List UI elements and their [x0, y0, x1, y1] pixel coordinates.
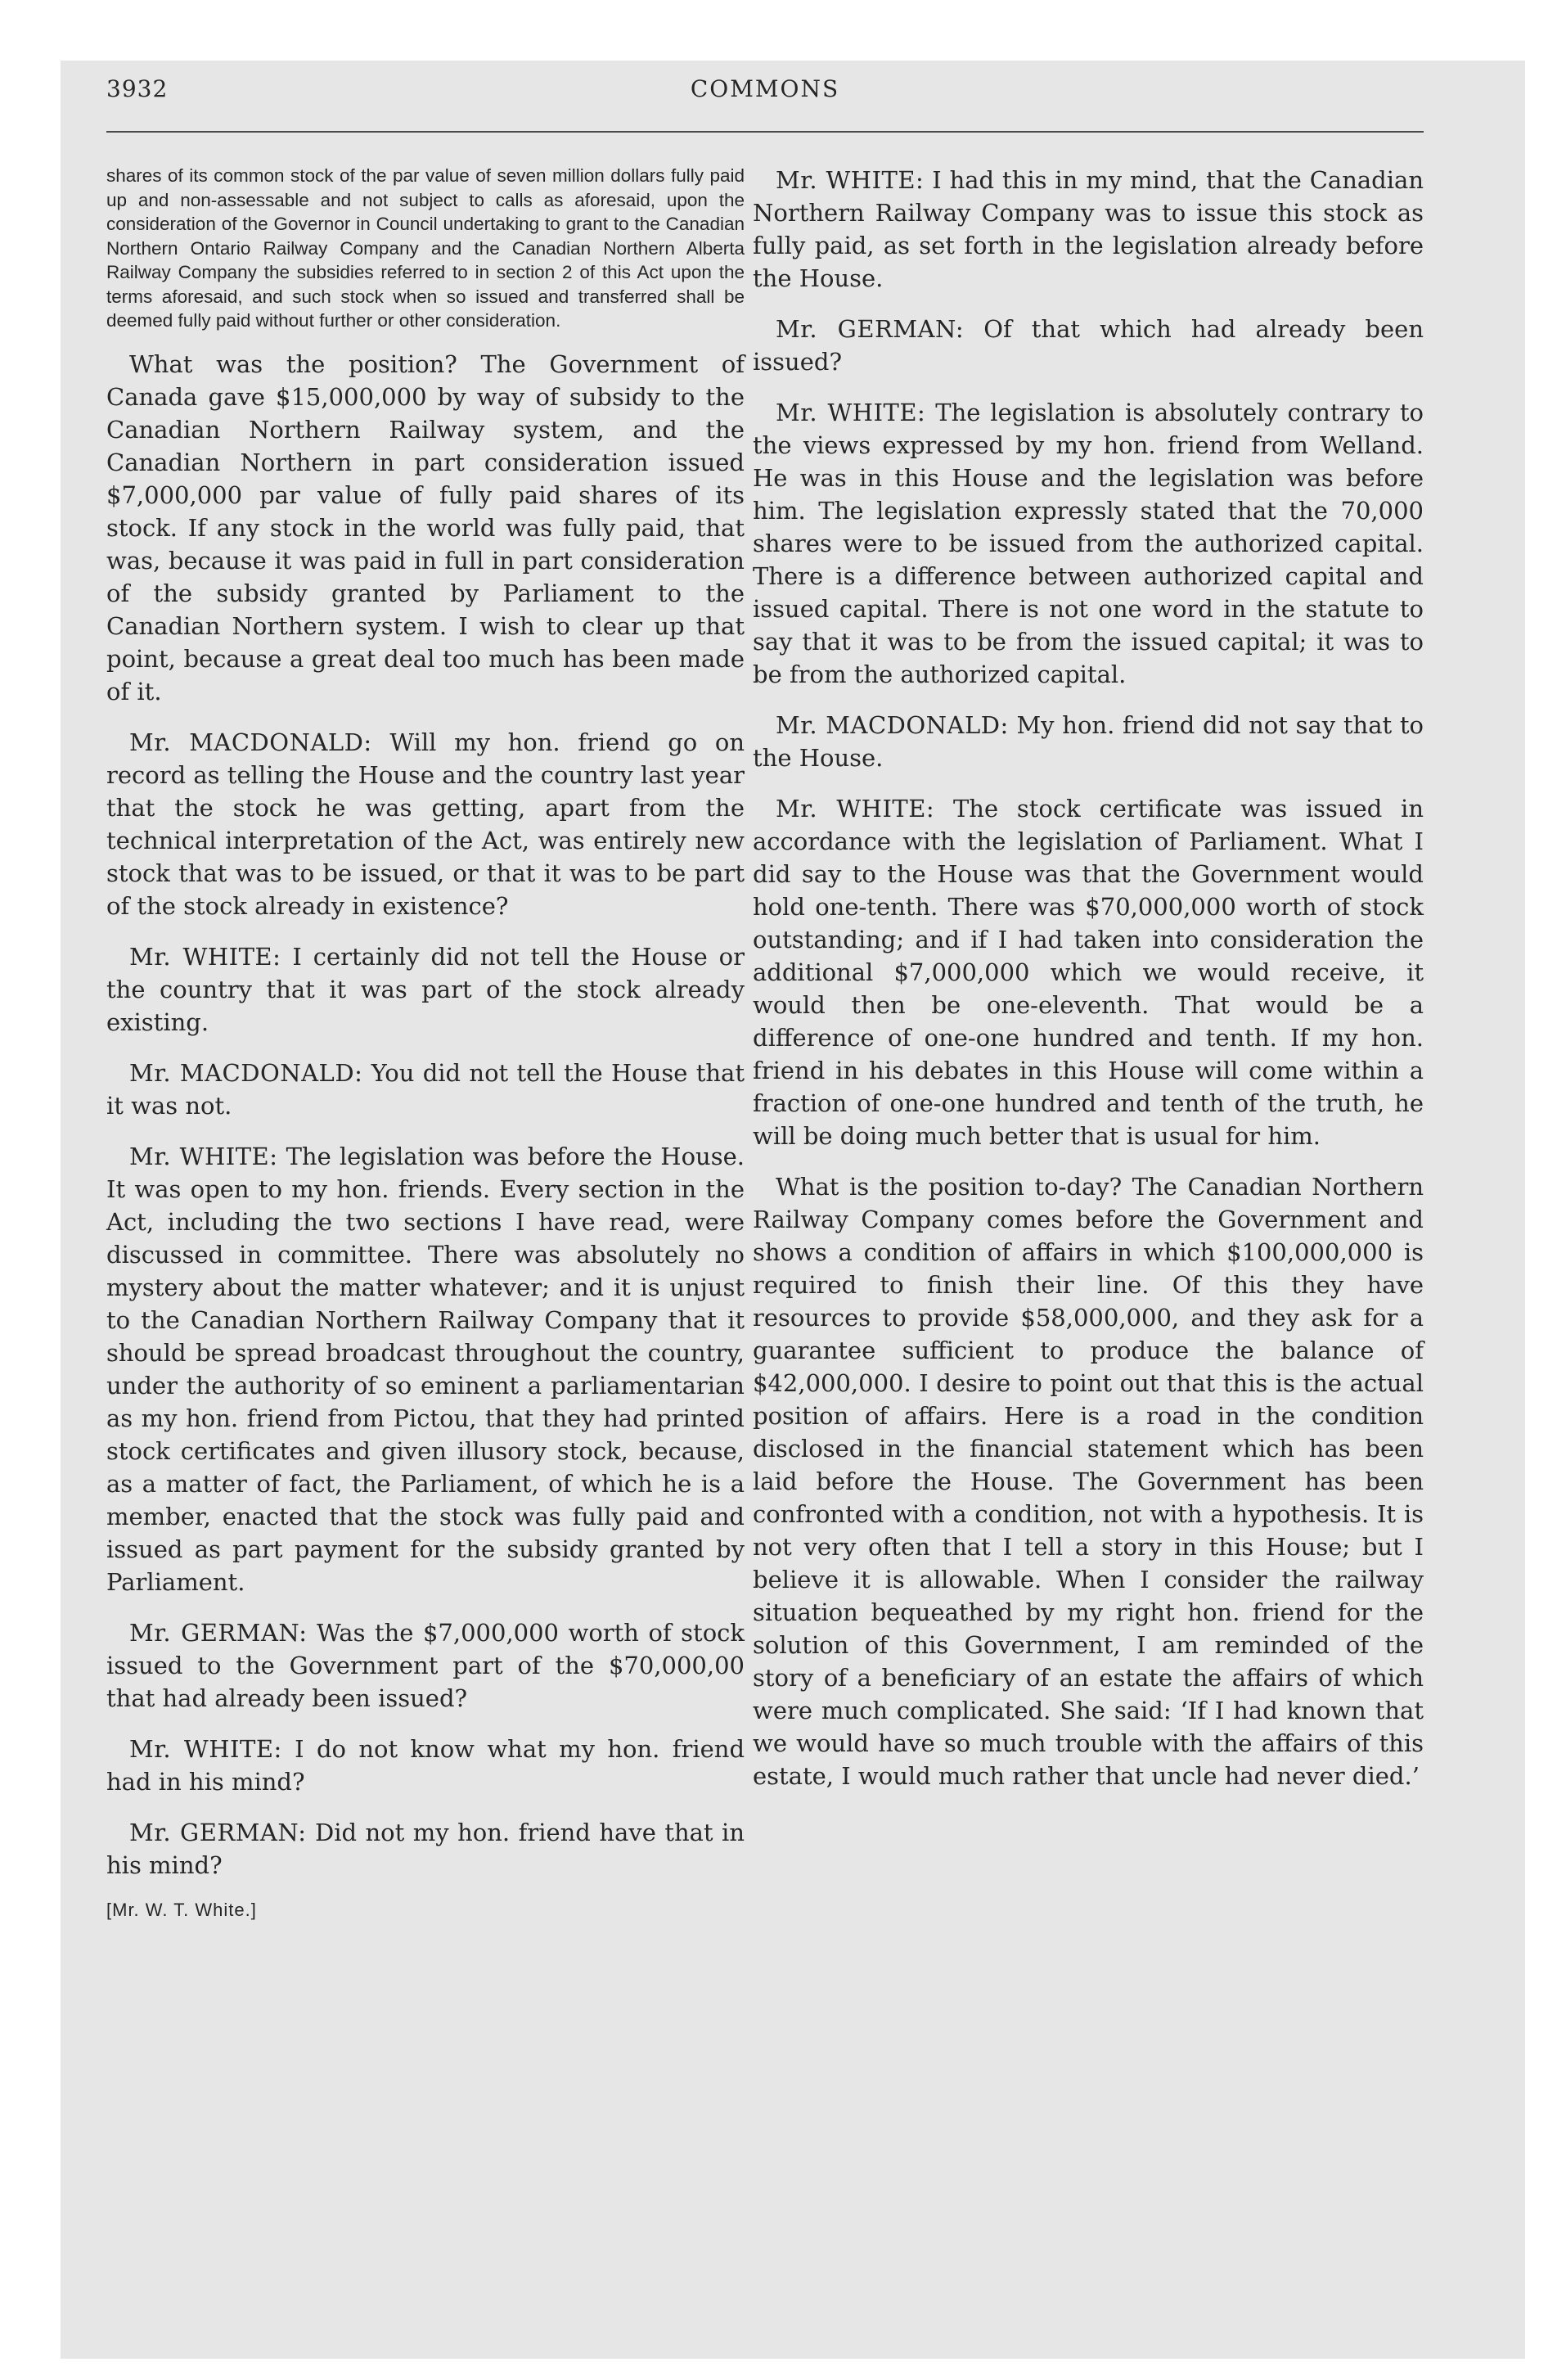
speaker-signature: [Mr. W. T. White.]: [106, 1899, 257, 1920]
speech-paragraph: [106, 726, 745, 922]
speaker-name: Mr. WHITE:: [129, 1734, 282, 1763]
speech-paragraph: [753, 164, 1424, 295]
speech-paragraph: [106, 1140, 745, 1598]
speech-paragraph: [753, 396, 1424, 691]
speaker-name: Mr. WHITE:: [129, 1142, 278, 1170]
speech-text: I do not know what my hon. friend had in his mind?: [106, 1734, 745, 1796]
running-head: COMMONS: [690, 75, 840, 102]
speech-text: My hon. friend did not say that to the House.: [753, 711, 1424, 772]
speaker-name: Mr. GERMAN:: [129, 1618, 308, 1647]
speaker-name: Mr. WHITE:: [776, 166, 925, 194]
speech-paragraph: [106, 1057, 745, 1122]
speaker-name: Mr. MACDONALD:: [129, 728, 372, 756]
speech-paragraph: [106, 940, 745, 1039]
speaker-name: Mr. GERMAN:: [776, 315, 965, 343]
page-header: [106, 75, 1424, 116]
speech-paragraph: [106, 1616, 745, 1715]
speech-text: Will my hon. friend go on record as telling the House and the country last year that the stock he was getting, apart from the technical interpretation of the Act, was entirely new stock that was to be issued, or that it was to be part of the stock already in existence?: [106, 728, 745, 920]
speaker-name: Mr. GERMAN:: [129, 1818, 307, 1846]
speech-text: The legislation is absolutely contrary to the views expressed by my hon. friend from Welland. He was in this House and the legislation was before him. The legislation expressly stated that the 70,000 shares were to be issued from the authorized capital. There is a difference between authorized capital and issued capital. There is not one word in the statute to say that it was to be from the issued capital; it was to be from the authorized capital.: [753, 399, 1424, 688]
speech-text: Was the $7,000,000 worth of stock issued to the Government part of the $70,000,00 that had already been issued?: [106, 1618, 745, 1712]
quoted-statute: shares of its common stock of the par value of seven million dollars fully paid up and non-assessable and not subject to calls as aforesaid, upon the consideration of the Governor in Council undertaking to grant to the Canadian Northern Ontario Railway Company and the Canadian Northern Alberta Railway Company the subsidies referred to in section 2 of this Act upon the terms aforesaid, and such stock when so issued and transferred shall be deemed fully paid without further or other consideration.: [106, 165, 745, 331]
speech-text: The stock certificate was issued in accordance with the legislation of Parliament. What I did say to the House was that the Government would hold one-tenth. There was $70,000,000 worth of stock outstanding; and if I had taken into consideration the additional $7,000,000 which we would receive, it would then be one-eleventh. That would be a difference of one-one hundred and tenth. If my hon. friend in his debates in this House will come within a fraction of one-one hundred and tenth of the truth, he will be doing much better that is usual for him.: [753, 795, 1424, 1150]
speech-paragraph: [106, 348, 745, 708]
speech-paragraph: [106, 1733, 745, 1798]
speaker-name: Mr. WHITE:: [129, 942, 281, 971]
speaker-name: Mr. WHITE:: [776, 795, 935, 823]
page-number: 3932: [106, 75, 169, 102]
speech-paragraph: [753, 792, 1424, 1152]
speaker-name: Mr. MACDONALD:: [776, 711, 1009, 739]
speech-text: Did not my hon. friend have that in his mind?: [106, 1818, 745, 1879]
speaker-name: Mr. WHITE:: [776, 399, 926, 426]
speech-paragraph: [753, 1170, 1424, 1792]
speech-text: What is the position to-day? The Canadian Northern Railway Company comes before the Government and shows a condition of affairs in which $100,000,000 is required to finish their line. Of this they have resources to provide $58,000,000, and they ask for a guarantee sufficient to produce the balance of $42,000,000. I desire to point out that this is the actual position of affairs. Here is a road in the condition disclosed in the financial statement which has been laid before the House. The Government has been confronted with a condition, not with a hypothesis. It is not very often that I tell a story in this House; but I believe it is allowable. When I consider the railway situation bequeathed by my right hon. friend for the solution of this Government, I am reminded of the story of a beneficiary of an estate the affairs of which were much complicated. She said: ‘If I had known that we would have so much trouble with the affairs of this estate, I would much rather that uncle had never died.’: [753, 1173, 1424, 1790]
speech-paragraph: [106, 1816, 745, 1882]
speech-text: Of that which had already been issued?: [753, 315, 1424, 376]
speech-text: I had this in my mind, that the Canadian Northern Railway Company was to issue this stock as fully paid, as set forth in the legislation already before the House.: [753, 166, 1424, 292]
speech-text: The legislation was before the House. It was open to my hon. friends. Every section in the Act, including the two sections I have read, were discussed in committee. There was absolutely no mystery about the matter whatever; and it is unjust to the Canadian Northern Railway Company that it should be spread broadcast throughout the country, under the authority of so eminent a parliamentarian as my hon. friend from Pictou, that they had printed stock certificates and given illusory stock, because, as a matter of fact, the Parliament, of which he is a member, enacted that the stock was fully paid and issued as part payment for the subsidy granted by Parliament.: [106, 1142, 745, 1596]
speech-paragraph: [753, 709, 1424, 774]
speech-text: You did not tell the House that it was not.: [106, 1058, 745, 1120]
speaker-name: Mr. MACDONALD:: [129, 1058, 363, 1087]
speech-text: I certainly did not tell the House or the country that it was part of the stock already existing.: [106, 942, 745, 1036]
speech-paragraph: [753, 313, 1424, 378]
right-column: [753, 164, 1424, 1810]
header-rule: [106, 131, 1424, 133]
speech-text: What was the position? The Government of Canada gave $15,000,000 by way of subsidy to the Canadian Northern Railway system, and the Canadian Northern in part consideration issued $7,000,000 par value of fully paid shares of its stock. If any stock in the world was fully paid, that was, because it was paid in full in part consideration of the subsidy granted by Parliament to the Canadian Northern system. I wish to clear up that point, because a great deal too much has been made of it.: [106, 349, 745, 705]
left-column: [106, 164, 745, 1921]
